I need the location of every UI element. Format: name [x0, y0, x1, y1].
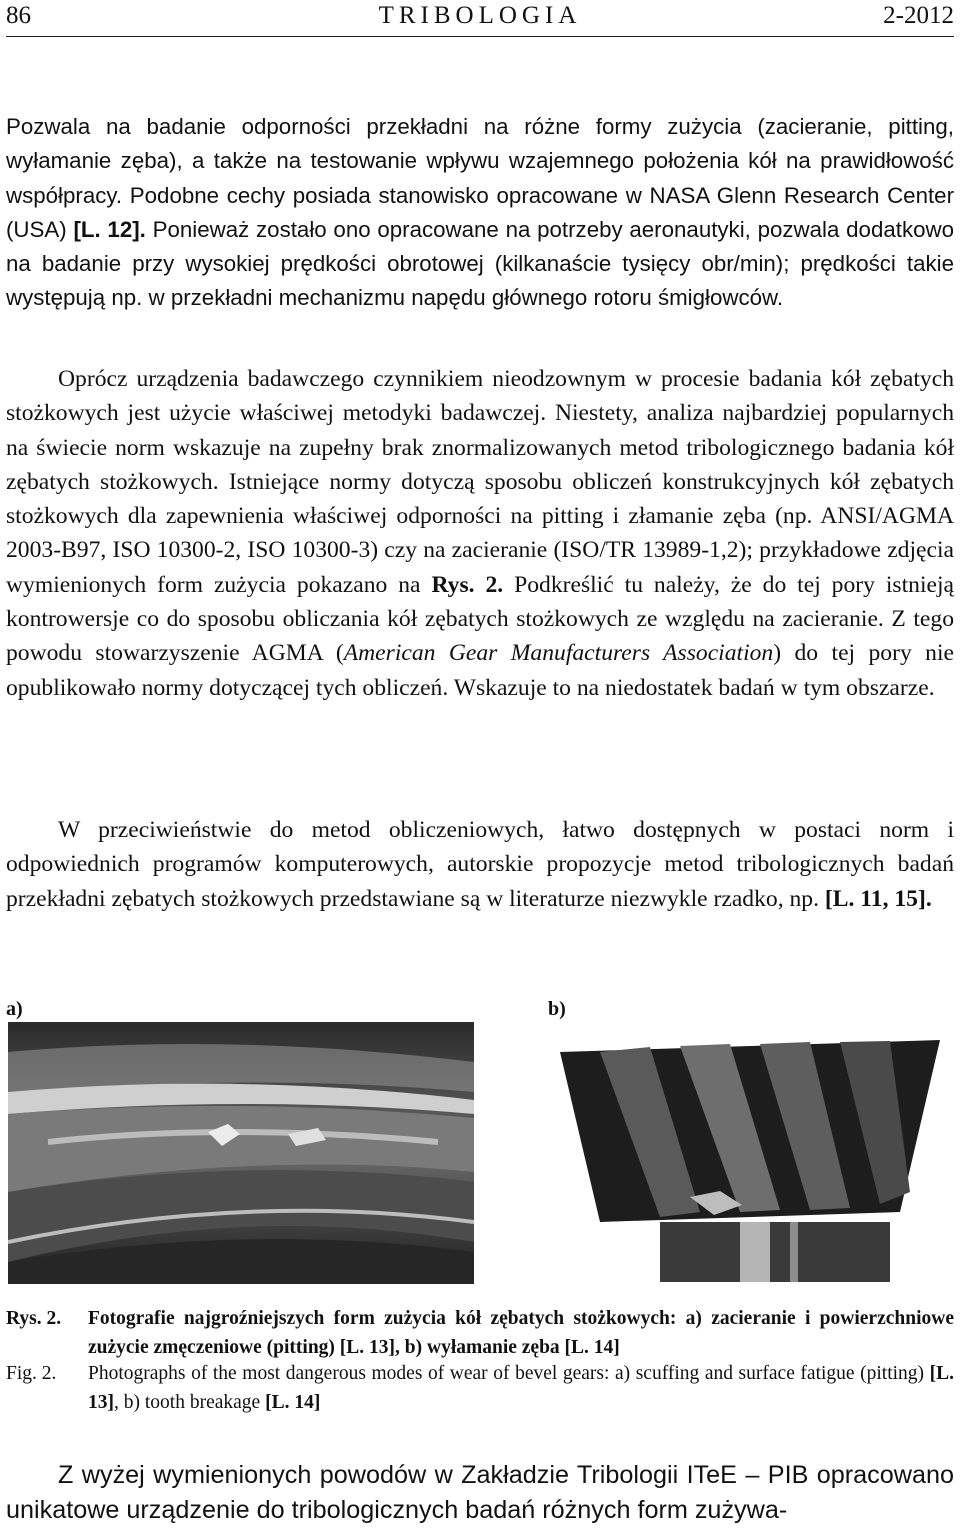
caption-reference-l14: [L. 14]: [265, 1391, 321, 1413]
paragraph-1: [6, 110, 954, 316]
figure-label-a: a): [6, 998, 23, 1020]
page-number: 86: [6, 2, 31, 29]
issue-number: 2-2012: [883, 2, 954, 29]
reference-l11-15: [L. 11, 15].: [824, 885, 932, 912]
caption-english-text-a: Photographs of the most dangerous modes of wear of bevel gears: a) scuffing and surface fatigue (pitting): [88, 1363, 930, 1384]
page-header: [6, 0, 954, 37]
paragraph-3: [6, 813, 954, 916]
figure-caption-polish: [6, 1305, 954, 1365]
photo-tooth-breakage: [540, 1022, 950, 1282]
reference-l12: [L. 12].: [73, 216, 146, 242]
figure-caption-english: [6, 1360, 954, 1420]
figure-label-b: b): [548, 998, 566, 1020]
caption-english-text-b: , b) tooth breakage: [114, 1391, 266, 1413]
caption-tag-polish: Rys. 2.: [6, 1308, 62, 1329]
figure-reference: Rys. 2.: [431, 571, 504, 598]
agma-full-name: American Gear Manufacturers Association: [343, 640, 774, 667]
caption-tag-english: Fig. 2.: [6, 1363, 57, 1384]
photo-scuffing-pitting: [8, 1022, 474, 1284]
paragraph-4: Z wyżej wymienionych powodów w Zakładzie Tribologii ITeE – PIB opracowano unikatowe urządzenie do tribologicznych badań różnych form zużywa-: [6, 1461, 954, 1524]
caption-text-english: [88, 1360, 954, 1417]
paragraph-2-text-b: Podkreślić tu należy, że do tej pory istnieją kontrowersje co do sposobu obliczania kół zębatych stożkowych ze względu na zacieranie. Z tego powodu stowarzyszenie AGMA (: [6, 571, 954, 667]
journal-title: TRIBOLOGIA: [378, 2, 582, 29]
caption-text-polish: Fotografie najgroźniejszych form zużycia kół zębatych stożkowych: a) zacieranie i powierzchniowe zużycie zmęczeniowe (pitting) [L. 13], b) wyłamanie zęba [L. 14]: [88, 1308, 954, 1358]
paragraph-2: [6, 362, 954, 705]
paragraph-1-text-b: Ponieważ zostało ono opracowane na potrzeby aeronautyki, pozwala dodatkowo na badanie przy wysokiej prędkości obrotowej (kilkanaście tysięcy obr/min); prędkości takie występują np. w przekładni mechanizmu napędu głównego rotoru śmigłowców.: [6, 216, 954, 311]
caption-reference-l13: [L. 13]: [88, 1363, 954, 1413]
paragraph-1-text-a: Pozwala na badanie odporności przekładni na różne formy zużycia (zacieranie, pitting, wyłamanie zęba), a także na testowanie wpływu wzajemnego położenia kół na prawidłowość współpracy. Podobne cechy posiada stanowisko opracowane w NASA Glenn Research Center (USA): [6, 114, 954, 242]
paragraph-2-text-a: Oprócz urządzenia badawczego czynnikiem nieodzownym w procesie badania kół zębatych stożkowych jest użycie właściwej metodyki badawczej. Niestety, analiza najbardziej popularnych na świecie norm wskazuje na zupełny brak znormalizowanych metod tribologicznego badania kół zębatych stożkowych. Istniejące normy dotyczą sposobu obliczeń konstrukcyjnych kół zębatych stożkowych dla zapewnienia właściwej odporności na pitting i złamanie zęba (np. ANSI/AGMA 2003-B97, ISO 10300-2, ISO 10300-3) czy na zacieranie (ISO/TR 13989-1,2); przykładowe zdjęcia wymienionych form zużycia pokazano na: [6, 366, 954, 598]
paragraph-3-text: W przeciwieństwie do metod obliczeniowych, łatwo dostępnych w postaci norm i odpowiednich programów komputerowych, autorskie propozycje metod tribologicznych badań przekładni zębatych stożkowych przedstawiane są w literaturze niezwykle rzadko, np.: [6, 817, 954, 912]
paragraph-2-text-c: ) do tej pory nie opublikowało normy dotyczącej tych obliczeń. Wskazuje to na niedostatek badań w tym obszarze.: [6, 640, 954, 701]
